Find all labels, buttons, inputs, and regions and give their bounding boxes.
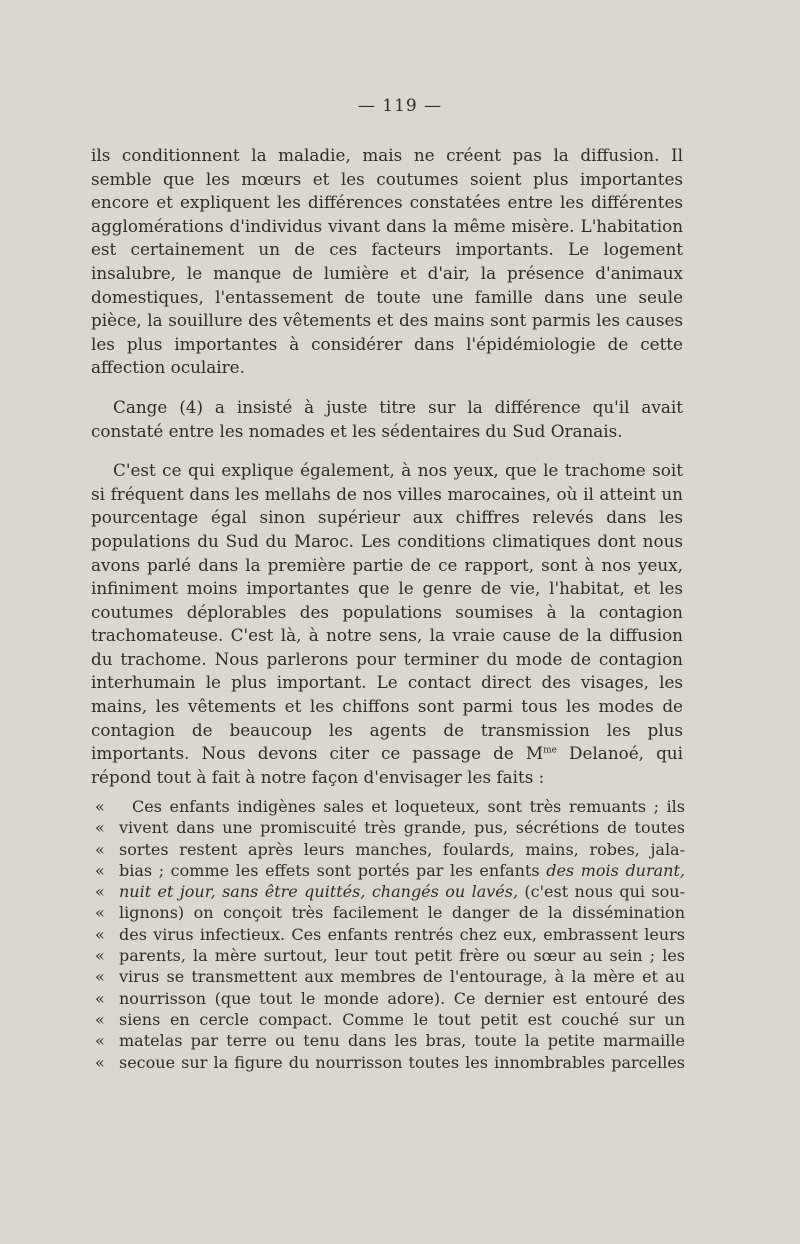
quote-line-text: siens en cercle compact. Comme le tout petit est couché sur un bbox=[119, 1009, 685, 1029]
quote-line-5-italic: nuit et jour, sans être quittés, changés ou lavés, bbox=[119, 882, 519, 902]
quote-mark: « bbox=[95, 903, 105, 923]
paragraph-3-text: C'est ce qui explique également, à nos yeux, que le trachome soit si fréquent dans les mellahs de nos villes marocaines, où il atteint un pourcentage égal sinon supérieur aux chiffres relevés dans les populations du Sud du Maroc. Les conditions climatiques dont nous avons parlé dans la première partie de ce rapport, sont à nos yeux, infiniment moins importantes que le genre de vie, l'habitat, et les coutumes déplorables des populations soumises à la contagion trachomateuse. C'est là, à notre sens, la vraie cause de la diffusion du trachome. Nous parlerons pour terminer du mode de contagion interhumain le plus important. Le contact direct des visages, les mains, les vêtements et les chiffons sont parmi tous les modes de contagion de beaucoup les agents de transmission les plus importants. Nous devons citer ce passage de bbox=[91, 460, 683, 764]
quote-mark: « bbox=[95, 882, 105, 902]
body-text bbox=[91, 144, 683, 805]
quote-line bbox=[95, 988, 685, 1009]
quote-mark: « bbox=[95, 839, 105, 859]
quote-mark: « bbox=[95, 988, 105, 1008]
quote-line bbox=[95, 902, 685, 923]
page-number: — 119 — bbox=[357, 96, 443, 116]
quote-line bbox=[95, 924, 685, 945]
quote-line bbox=[95, 1009, 685, 1030]
quote-mark: « bbox=[95, 967, 105, 987]
paragraph-3-end: Delanoé, qui répond tout à fait à notre façon d'envisager les faits : bbox=[91, 743, 683, 787]
quote-line-text bbox=[119, 881, 685, 902]
quote-line bbox=[95, 945, 685, 966]
quote-line-text: matelas par terre ou tenu dans les bras, toute la petite marmaille bbox=[119, 1031, 685, 1051]
quote-mark: « bbox=[95, 860, 105, 880]
quote-line bbox=[95, 839, 685, 860]
paragraph-1: ils conditionnent la maladie, mais ne créent pas la diffusion. Il semble que les mœurs et les coutumes soient plus importantes encore et expliquent les différences constatées entre les différentes agglomérations d'individus vivant dans la même misère. L'habitation est certainement un de ces facteurs importants. Le logement insalubre, le manque de lumière et d'air, la présence d'animaux domestiques, l'entassement de toute une famille dans une seule pièce, la souillure des vêtements et des mains sont parmis les causes les plus importantes à considérer dans l'épidémiologie de cette affection oculaire. bbox=[91, 145, 683, 378]
quote-line-text: parents, la mère surtout, leur tout petit frère ou sœur au sein ; les bbox=[119, 946, 685, 966]
quote-line bbox=[95, 966, 685, 987]
paragraph-3 bbox=[91, 459, 683, 789]
quote-line-4-text: bias ; comme les effets sont portés par les enfants bbox=[119, 860, 540, 880]
quote-line bbox=[95, 860, 685, 881]
quote-line-text: virus se transmettent aux membres de l'entourage, à la mère et au bbox=[119, 967, 685, 987]
quote-mark: « bbox=[95, 797, 105, 816]
quote-line-text: nourrisson (que tout le monde adore). Ce dernier est entouré des bbox=[119, 988, 685, 1008]
quote-line bbox=[95, 881, 685, 902]
quote-line-text: lignons) on conçoit très facilement le danger de la dissémination bbox=[119, 903, 685, 923]
title-madame: M bbox=[525, 743, 544, 764]
quote-mark: « bbox=[95, 924, 105, 944]
quote-line-text: Ces enfants indigènes sales et loqueteux, sont très remuants ; ils bbox=[132, 797, 685, 816]
quote-line-text: des virus infectieux. Ces enfants rentrés chez eux, embrassent leurs bbox=[119, 924, 685, 944]
title-madame-sup: me bbox=[543, 745, 557, 756]
quote-mark: « bbox=[95, 1052, 105, 1072]
quote-mark: « bbox=[95, 818, 105, 838]
paragraph-2: Cange (4) a insisté à juste titre sur la différence qu'il avait constaté entre les nomades et les sédentaires du Sud Oranais. bbox=[91, 396, 683, 441]
quote-line-text bbox=[119, 860, 685, 881]
quote-line-text: sortes restent après leurs manches, foulards, mains, robes, jala- bbox=[119, 839, 685, 859]
quote-mark: « bbox=[95, 1009, 105, 1029]
quote-mark: « bbox=[95, 946, 105, 966]
quote-line-4-italic: des mois durant, bbox=[546, 860, 685, 880]
quote-line bbox=[95, 817, 685, 838]
quote-mark: « bbox=[95, 1031, 105, 1051]
quote-line-text: secoue sur la figure du nourrisson toutes les innombrables parcelles bbox=[119, 1052, 685, 1072]
quote-line bbox=[95, 1030, 685, 1051]
quote-line-text: vivent dans une promiscuité très grande, pus, sécrétions de toutes bbox=[119, 818, 685, 838]
block-quote bbox=[95, 796, 685, 1073]
quote-line bbox=[95, 1052, 685, 1073]
quote-line bbox=[95, 796, 685, 817]
quote-line-5-tail: (c'est nous qui sou- bbox=[518, 882, 685, 902]
